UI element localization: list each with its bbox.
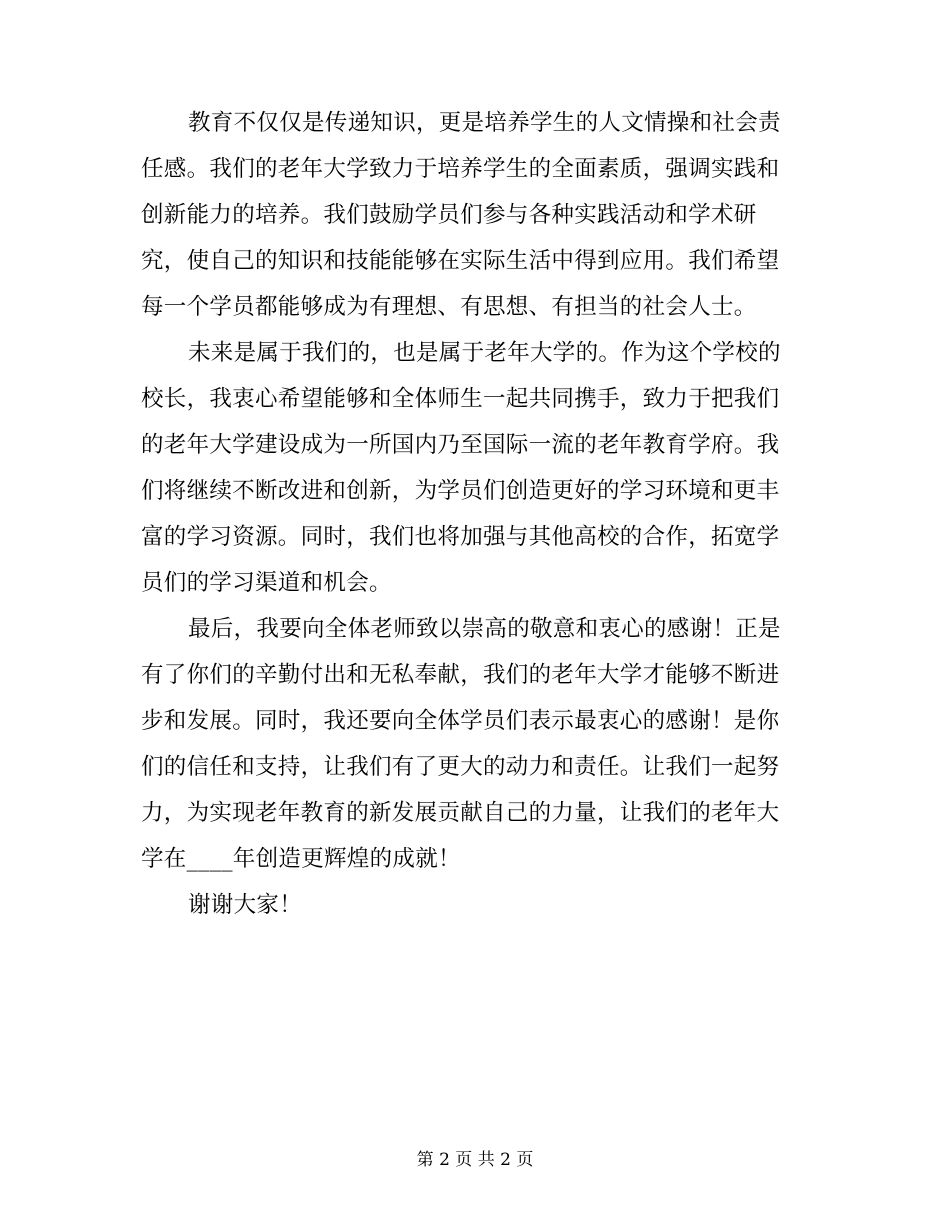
paragraph-3-line-3: 步和发展。同时，我还要向全体学员们表示最衷心的感谢！是你 (141, 708, 780, 734)
paragraph-1-line-5: 每一个学员都能够成为有理想、有思想、有担当的社会人士。 (141, 294, 757, 320)
paragraph-1-line-1: 教育不仅仅是传递知识，更是培养学生的人文情操和社会责 (188, 110, 781, 136)
paragraph-1-line-3: 创新能力的培养。我们鼓励学员们参与各种实践活动和学术研 (141, 202, 757, 228)
paragraph-3-line-1: 最后，我要向全体老师致以崇高的敬意和衷心的感谢！正是 (188, 616, 781, 642)
paragraph-3-line-4: 们的信任和支持，让我们有了更大的动力和责任。让我们一起努 (141, 754, 780, 780)
paragraph-2-line-3: 的老年大学建设成为一所国内乃至国际一流的老年教育学府。我 (141, 432, 780, 458)
paragraph-1-line-2: 任感。我们的老年大学致力于培养学生的全面素质，强调实践和 (141, 156, 780, 182)
paragraph-2-line-5: 富的学习资源。同时，我们也将加强与其他高校的合作，拓宽学 (141, 524, 780, 550)
paragraph-3-line-6: 学在____年创造更辉煌的成就！ (141, 846, 461, 872)
paragraph-2-line-2: 校长，我衷心希望能够和全体师生一起共同携手，致力于把我们 (141, 386, 780, 412)
paragraph-1-line-4: 究，使自己的知识和技能能够在实际生活中得到应用。我们希望 (141, 248, 780, 274)
paragraph-3-line-2: 有了你们的辛勤付出和无私奉献，我们的老年大学才能够不断进 (141, 662, 780, 688)
paragraph-3-line-5: 力，为实现老年教育的新发展贡献自己的力量，让我们的老年大 (141, 800, 780, 826)
paragraph-2-line-1: 未来是属于我们的，也是属于老年大学的。作为这个学校的 (188, 340, 781, 366)
paragraph-2-line-6: 员们的学习渠道和机会。 (141, 570, 392, 596)
closing-line: 谢谢大家！ (188, 892, 303, 918)
paragraph-2-line-4: 们将继续不断改进和创新，为学员们创造更好的学习环境和更丰 (141, 478, 780, 504)
page-number-footer: 第 2 页 共 2 页 (416, 1150, 534, 1170)
